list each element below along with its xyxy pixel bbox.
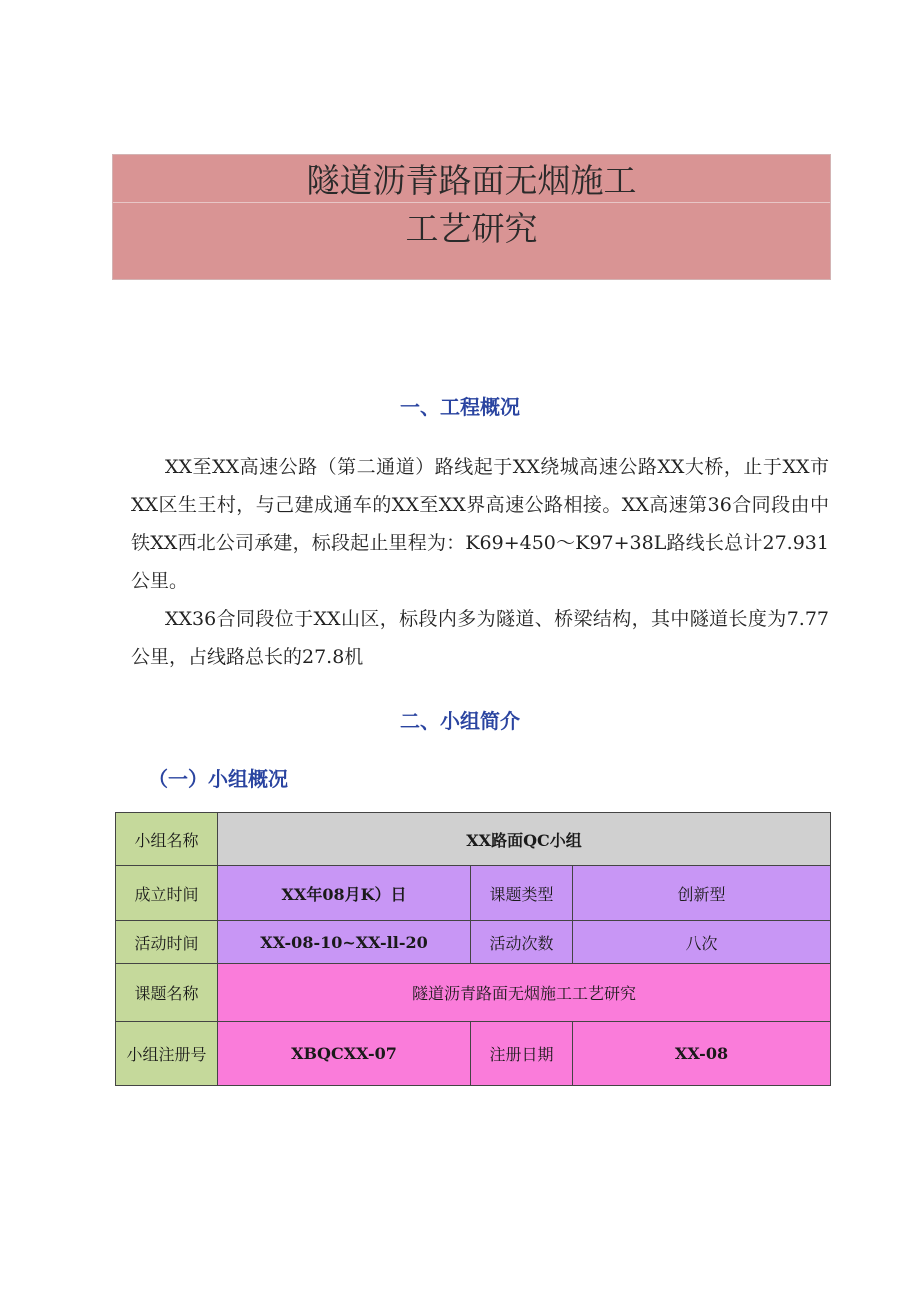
topic-type-value: 创新型 xyxy=(573,866,831,921)
paragraph-project-overview-1: XX至XX高速公路（第二通道）路线起于XX绕城高速公路XX大桥，止于XX市XX区生王村，与己建成通车的XX至XX界高速公路相接。XX高速第36合同段由中铁XX西北公司承建，标段起止里程为：K69+450～K97+38L路线长总计27.931公里。 xyxy=(131,456,829,592)
reg-no-value: XBQCXX-07 xyxy=(218,1022,471,1086)
table-row xyxy=(116,921,831,964)
table-row xyxy=(116,964,831,1022)
document-title-line-1: 隧道沥青路面无烟施工 xyxy=(113,155,830,203)
reg-date-label: 注册日期 xyxy=(471,1022,573,1086)
reg-date-value: XX-08 xyxy=(573,1022,831,1086)
subheading-group-overview: （一）小组概况 xyxy=(148,767,288,791)
reg-no-label: 小组注册号 xyxy=(116,1022,218,1086)
table-row xyxy=(116,1022,831,1086)
activity-count-value: 八次 xyxy=(573,921,831,964)
table-row xyxy=(116,813,831,866)
topic-name-value: 隧道沥青路面无烟施工工艺研究 xyxy=(218,964,831,1022)
table-row xyxy=(116,866,831,921)
section-heading-group-intro: 二、小组简介 xyxy=(400,709,520,733)
activity-time-label: 活动时间 xyxy=(116,921,218,964)
activity-count-label: 活动次数 xyxy=(471,921,573,964)
group-name-label: 小组名称 xyxy=(116,813,218,866)
paragraph-project-overview-2: XX36合同段位于XX山区，标段内多为隧道、桥梁结构，其中隧道长度为7.77公里，占线路总长的27.8机 xyxy=(131,608,829,668)
topic-type-label: 课题类型 xyxy=(471,866,573,921)
founded-value: XX年08月K）日 xyxy=(218,866,471,921)
group-info-table xyxy=(115,812,831,1086)
activity-time-value: XX-08-10~XX-ll-20 xyxy=(218,921,471,964)
section-heading-project-overview: 一、工程概况 xyxy=(400,395,520,419)
document-title-line-2: 工艺研究 xyxy=(405,209,538,248)
title-banner xyxy=(112,154,831,280)
group-name-value: XX路面QC小组 xyxy=(218,813,831,866)
founded-label: 成立时间 xyxy=(116,866,218,921)
topic-name-label: 课题名称 xyxy=(116,964,218,1022)
